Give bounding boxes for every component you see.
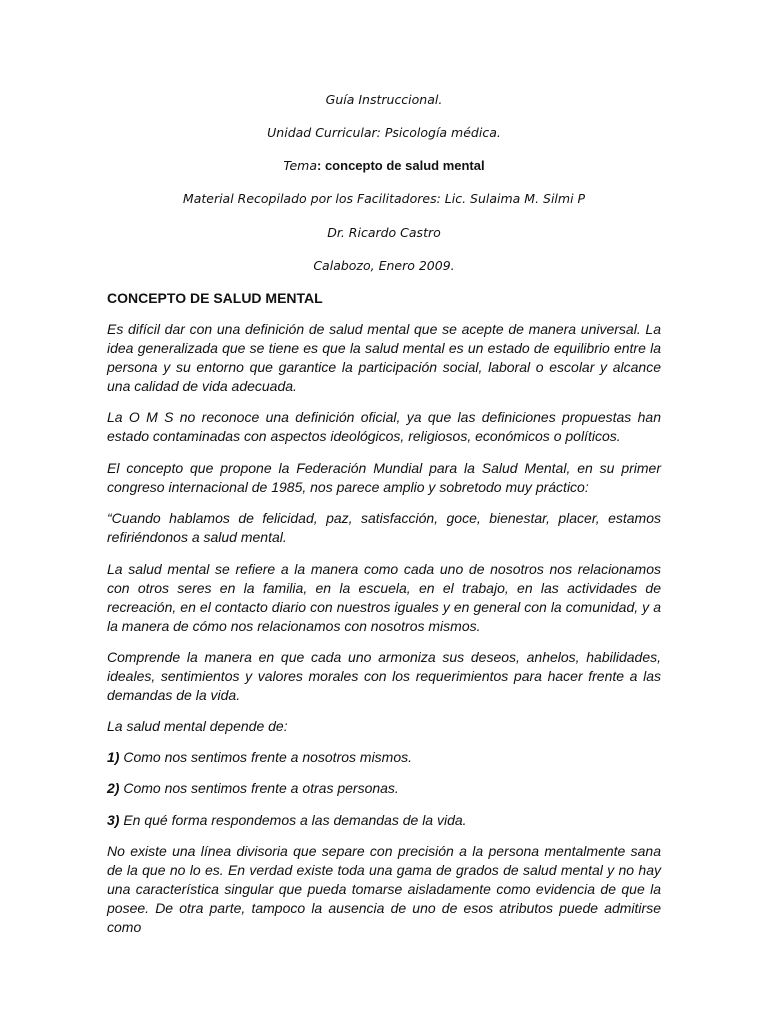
list-text: Como nos sentimos frente a otras personas. (119, 780, 399, 796)
list-text: En qué forma respondemos a las demandas de la vida. (119, 812, 467, 828)
list-number: 1) (107, 749, 120, 765)
section-heading: CONCEPTO DE SALUD MENTAL (107, 290, 323, 306)
topic-colon: : (317, 158, 325, 173)
paragraph-6: Comprende la manera en que cada uno armoniza sus deseos, anhelos, habilidades, ideales, sentimientos y valores morales con los requerimientos para hacer frente a las demandas de la vida. (107, 649, 661, 703)
list-text: Como nos sentimos frente a nosotros mismos. (119, 749, 413, 765)
curricular-unit: Unidad Curricular: Psicología médica. (267, 125, 501, 140)
paragraph-1: Es difícil dar con una definición de salud mental que se acepte de manera universal. La idea generalizada que se tiene es que la salud mental es un estado de equilibrio entre la persona y su entorno que garantice la participación social, laboral o escolar y alcance una calidad de vida adecuada. (107, 321, 661, 394)
doctor-credit: Dr. Ricardo Castro (327, 225, 441, 240)
paragraph-closing: No existe una línea divisoria que separe con precisión a la persona mentalmente sana de la que no lo es. En verdad existe toda una gama de grados de salud mental y no hay una característica singular que pueda tomarse aisladamente como evidencia de que la posee. De otra parte, tampoco la ausencia de uno de esos atributos puede admitirse como (107, 843, 661, 935)
topic-line (0, 158, 768, 174)
list-number: 3) (107, 812, 120, 828)
paragraph-4: “Cuando hablamos de felicidad, paz, satisfacción, goce, bienestar, placer, estamos refiriéndonos a salud mental. (107, 510, 661, 545)
list-number: 2) (107, 780, 120, 796)
guide-title: Guía Instruccional. (325, 92, 443, 107)
list-item-3 (107, 811, 467, 830)
paragraph-2: La O M S no reconoce una definición oficial, ya que las definiciones propuestas han estado contaminadas con aspectos ideológicos, religiosos, económicos o políticos. (107, 409, 661, 444)
material-credit: Material Recopilado por los Facilitadores: Lic. Sulaima M. Silmi P (182, 191, 586, 206)
topic-title: concepto de salud mental (324, 158, 485, 173)
list-item-1 (107, 748, 412, 767)
list-item-2 (107, 779, 399, 798)
paragraph-7: La salud mental depende de: (107, 718, 288, 734)
topic-prefix: Tema (283, 158, 317, 173)
place-date: Calabozo, Enero 2009. (313, 258, 455, 273)
paragraph-5: La salud mental se refiere a la manera como cada uno de nosotros nos relacionamos con otros seres en la familia, en la escuela, en el trabajo, en las actividades de recreación, en el contacto diario con nuestros iguales y en general con la comunidad, y a la manera de cómo nos relacionamos con nosotros mismos. (107, 561, 661, 634)
paragraph-3: El concepto que propone la Federación Mundial para la Salud Mental, en su primer congreso internacional de 1985, nos parece amplio y sobretodo muy práctico: (107, 460, 661, 495)
